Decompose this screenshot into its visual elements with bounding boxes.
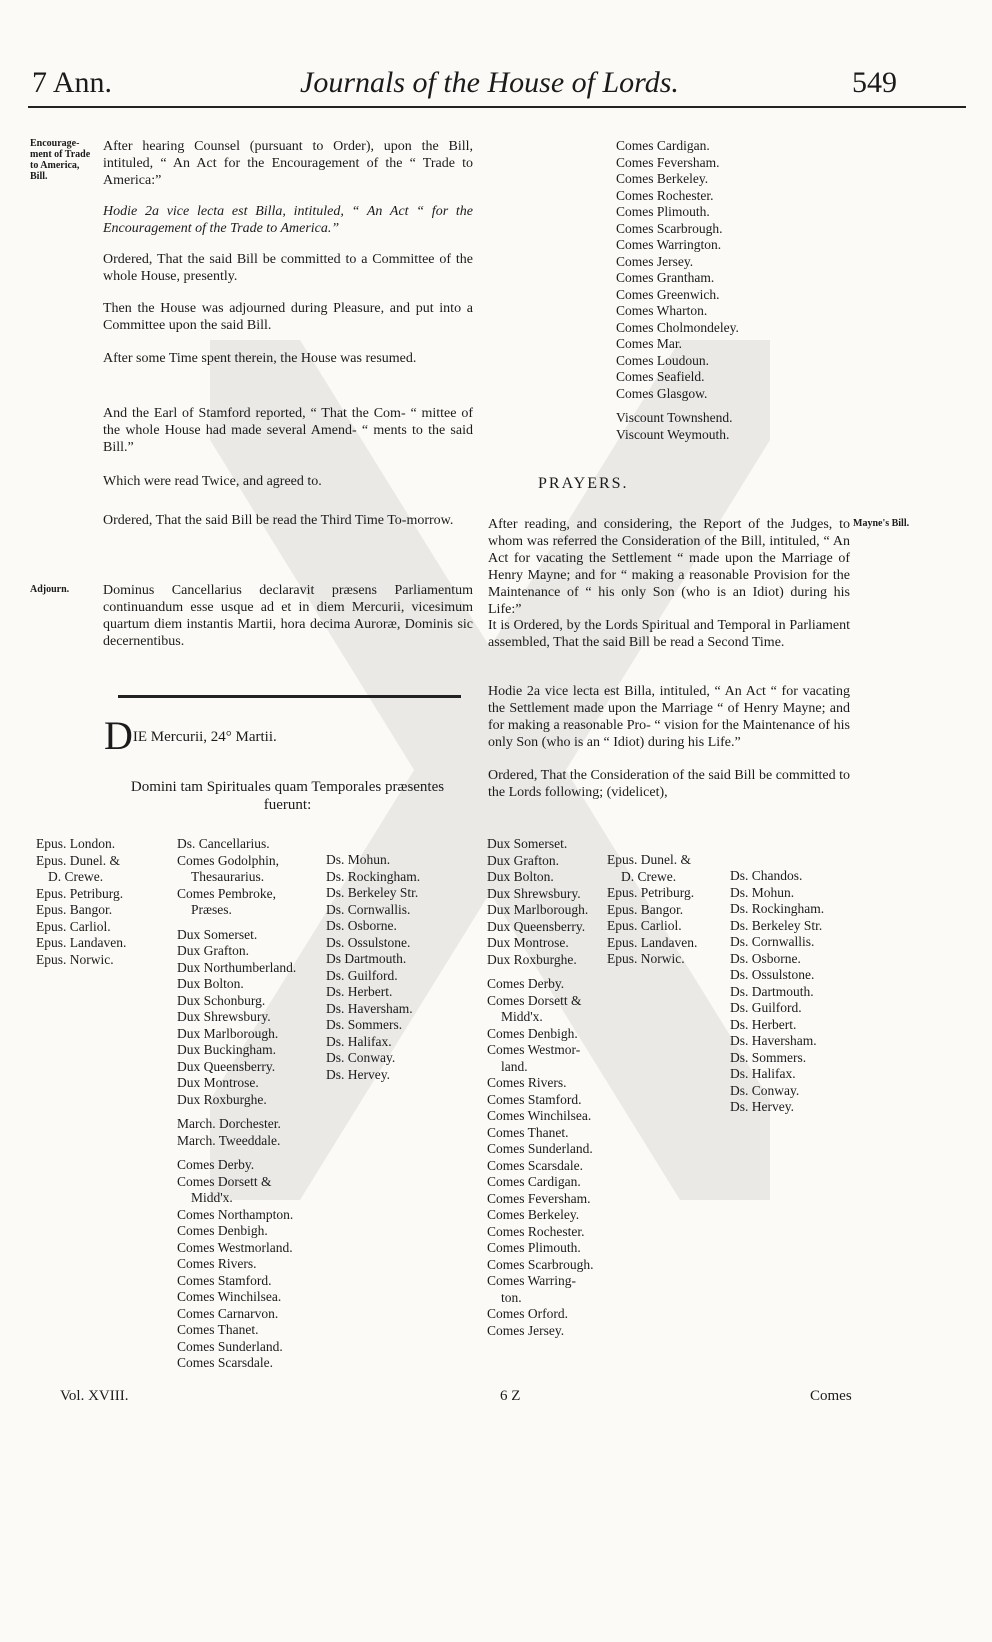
list-item: Ds. Rockingham.	[326, 868, 421, 884]
list-item: Comes Mar.	[616, 336, 682, 351]
list-item: Ds. Conway.	[326, 1050, 396, 1065]
list-item: Comes Westmor-	[487, 1042, 581, 1057]
margin-note-mayne: Mayne's Bill.	[853, 518, 910, 529]
list-item: Comes Pembroke,	[177, 885, 276, 901]
list-item: Epus. Bangor.	[607, 901, 684, 917]
list-item: Comes Winchilsea.	[487, 1108, 592, 1123]
list-item: Comes Thanet.	[177, 1322, 259, 1337]
list-item: Ds. Halifax.	[730, 1066, 796, 1081]
list-item: Ds. Hervey.	[326, 1066, 390, 1082]
list-item: Ds. Dartmouth.	[730, 983, 814, 999]
signature-mark: 6 Z	[500, 1388, 521, 1404]
list-item: Comes Scarbrough.	[487, 1256, 594, 1272]
list-spacer	[616, 402, 739, 410]
list-item: Ds. Cornwallis.	[730, 934, 815, 949]
paragraph: Hodie 2a vice lecta est Billa, intituled, “ An Act “ for the Encouragement of the Trade to America.”	[103, 204, 473, 236]
paragraph: Hodie 2a vice lecta est Billa, intituled, “ An Act “ for vacating the Settlement made upon the Marriage “ of Henry Mayne; and for making a reasonable Pro- “ vision for the Maintenance of his only Son (who is an “ Idiot) during his Life.”	[488, 684, 850, 750]
list-item: Comes Warrington.	[616, 237, 722, 252]
list-item: Ds. Herbert.	[730, 1016, 797, 1032]
paragraph: Ordered, That the said Bill be read the Third Time To-morrow.	[103, 513, 454, 528]
running-head-regnal-year: 7 Ann.	[32, 66, 113, 99]
running-head-title: Journals of the House of Lords.	[300, 66, 679, 99]
list-item: Ds. Halifax.	[326, 1033, 392, 1049]
list-item: Ds. Berkeley Str.	[730, 917, 823, 933]
paragraph: Which were read Twice, and agreed to.	[103, 474, 322, 489]
list-item: Ds. Haversham.	[326, 1000, 413, 1016]
list-item: Comes Glasgow.	[616, 385, 708, 401]
die-heading: DIE Mercurii, 24° Martii.	[104, 713, 277, 758]
committee-epus-list	[607, 852, 697, 968]
list-item: Comes Derby.	[487, 976, 565, 991]
list-item: Epus. Landaven.	[607, 934, 698, 950]
list-item: Dux Bolton.	[487, 869, 554, 884]
list-item: Ds. Mohun.	[326, 852, 391, 867]
list-item: Comes Rochester.	[616, 187, 714, 203]
list-item: Comes Stamford.	[487, 1091, 582, 1107]
list-item: D. Crewe.	[48, 869, 104, 884]
list-item: Epus. Landaven.	[36, 935, 127, 950]
list-item: Ds. Guilford.	[730, 1000, 802, 1015]
list-item: Comes Scarsdale.	[177, 1355, 273, 1370]
list-item: D. Crewe.	[621, 868, 677, 884]
list-item: Dux Buckingham.	[177, 1042, 276, 1057]
committee-dux-comes-list	[487, 836, 593, 1339]
list-item: Comes Denbigh.	[177, 1223, 268, 1238]
domini-heading: Domini tam Spirituales quam Temporales præsentes fuerunt:	[130, 779, 445, 813]
list-item: Dux Shrewsbury.	[487, 885, 581, 901]
list-item: Epus. Petriburg.	[607, 885, 695, 900]
present-main-list	[177, 836, 296, 1372]
list-item: Dux Schonburg.	[177, 992, 266, 1008]
list-item: Dux Northumberland.	[177, 959, 297, 975]
list-spacer	[177, 1108, 296, 1116]
list-item: Ds. Chandos.	[730, 868, 803, 883]
list-item: Ds. Rockingham.	[730, 901, 825, 916]
list-item: ton.	[501, 1289, 522, 1305]
list-spacer	[177, 919, 296, 927]
list-item: Ds. Conway.	[730, 1082, 800, 1098]
list-item: Ds. Sommers.	[326, 1017, 403, 1032]
prayers-heading: PRAYERS.	[538, 475, 629, 492]
list-item: Comes Thanet.	[487, 1124, 569, 1140]
catchword: Comes	[810, 1388, 852, 1404]
list-item: Comes Berkeley.	[616, 171, 709, 186]
list-item: Comes Plimouth.	[616, 204, 710, 219]
paragraph: Ordered, That the said Bill be committed to a Committee of the whole House, presently.	[103, 252, 473, 284]
list-item: Comes Cardigan.	[616, 138, 710, 153]
list-item: Dux Shrewsbury.	[177, 1009, 271, 1024]
list-item: Ds. Haversham.	[730, 1033, 817, 1048]
list-item: Comes Scarbrough.	[616, 220, 723, 236]
list-item: Comes Dorsett &	[177, 1173, 272, 1189]
list-spacer	[177, 1149, 296, 1157]
list-item: Comes Berkeley.	[487, 1207, 580, 1222]
list-item: Comes Jersey.	[487, 1322, 565, 1338]
header-rule	[28, 106, 966, 108]
list-item: Comes Feversham.	[487, 1190, 591, 1206]
paragraph: After hearing Counsel (pursuant to Order), upon the Bill, intituled, “ An Act for the Encouragement of the “ Trade to America:”	[103, 139, 473, 188]
list-item: Comes Cardigan.	[487, 1174, 581, 1189]
list-item: Epus. Bangor.	[36, 902, 113, 917]
list-item: Comes Rivers.	[177, 1256, 257, 1271]
list-item: Dux Grafton.	[177, 943, 249, 958]
list-item: Thesaurarius.	[191, 869, 265, 884]
list-item: Comes Rochester.	[487, 1223, 585, 1239]
list-item: March. Tweeddale.	[177, 1132, 281, 1148]
list-item: Ds Dartmouth.	[326, 951, 407, 966]
list-item: Dux Marlborough.	[177, 1025, 279, 1041]
list-item: Comes Winchilsea.	[177, 1289, 282, 1304]
list-item: Comes Warring-	[487, 1273, 577, 1288]
present-ds-list	[326, 852, 420, 1083]
list-item: Ds. Sommers.	[730, 1049, 807, 1065]
list-item: Viscount Weymouth.	[616, 426, 730, 442]
list-item: Comes Plimouth.	[487, 1240, 581, 1255]
list-item: Comes Dorsett &	[487, 992, 582, 1008]
list-item: Dux Somerset.	[177, 926, 258, 942]
list-item: Comes Feversham.	[616, 154, 720, 170]
list-item: Comes Seafield.	[616, 369, 705, 384]
list-item: Dux Bolton.	[177, 976, 244, 991]
margin-note-adjourn: Adjourn.	[30, 584, 70, 595]
list-item: Midd'x.	[191, 1190, 233, 1205]
list-item: Ds. Osborne.	[326, 918, 397, 933]
list-item: Ds. Berkeley Str.	[326, 885, 419, 900]
list-item: Viscount Townshend.	[616, 410, 733, 425]
list-item: March. Dorchester.	[177, 1116, 281, 1131]
list-item: Dux Somerset.	[487, 836, 568, 851]
list-item: Comes Northampton.	[177, 1206, 294, 1222]
list-item: Dux Montrose.	[487, 935, 569, 950]
list-item: Ds. Guilford.	[326, 967, 398, 983]
paragraph: After reading, and considering, the Report of the Judges, to whom was referred the Consideration of the Bill, intituled, “ An Act for vacating the Settlement “ made upon the Marriage of Henry Mayne; and for “ making a reasonable Provision for the Maintenance of “ his only Son (who is an Idiot) during his Life:”	[488, 517, 850, 617]
list-item: Epus. Norwic.	[607, 951, 685, 966]
paragraph: And the Earl of Stamford reported, “ That the Com- “ mittee of the whole House had made several Amend- “ ments to the said Bill.”	[103, 406, 473, 455]
paragraph: It is Ordered, by the Lords Spiritual and Temporal in Parliament assembled, That the said Bill be read a Second Time.	[488, 618, 850, 650]
list-item: Dux Roxburghe.	[177, 1091, 267, 1107]
list-item: Comes Stamford.	[177, 1272, 272, 1288]
list-item: Dux Grafton.	[487, 852, 559, 868]
list-item: Comes Loudoun.	[616, 352, 709, 368]
list-item: Comes Scarsdale.	[487, 1157, 583, 1173]
paragraph: Then the House was adjourned during Pleasure, and put into a Committee upon the said Bill.	[103, 301, 473, 333]
volume-number: Vol. XVIII.	[60, 1388, 129, 1404]
list-item: Epus. Dunel. &	[607, 852, 691, 867]
list-item: Comes Greenwich.	[616, 286, 720, 302]
list-item: Comes Derby.	[177, 1157, 255, 1172]
list-item: Epus. Carliol.	[607, 918, 682, 933]
list-item: Ds. Mohun.	[730, 884, 795, 900]
list-item: Epus. London.	[36, 836, 116, 851]
list-item: Comes Jersey.	[616, 253, 694, 269]
section-rule	[118, 695, 461, 698]
list-item: Ds. Ossulstone.	[326, 934, 411, 950]
list-item: Dux Montrose.	[177, 1075, 259, 1090]
list-item: Ds. Cancellarius.	[177, 836, 270, 851]
list-item: Epus. Norwic.	[36, 951, 114, 967]
list-item: Ds. Herbert.	[326, 984, 393, 999]
list-item: Dux Queensberry.	[177, 1058, 276, 1074]
page-number: 549	[852, 66, 897, 99]
list-item: Comes Denbigh.	[487, 1025, 578, 1041]
list-item: Comes Carnarvon.	[177, 1305, 279, 1321]
list-item: Comes Sunderland.	[487, 1141, 593, 1156]
list-item: Ds. Cornwallis.	[326, 901, 411, 917]
margin-note-encouragement: Encourage- ment of Trade to America, Bill.	[30, 138, 91, 182]
list-item: Midd'x.	[501, 1009, 543, 1024]
list-item: land.	[501, 1058, 528, 1074]
list-item: Præses.	[191, 902, 232, 917]
list-item: Comes Orford.	[487, 1306, 568, 1321]
list-item: Dux Queensberry.	[487, 918, 586, 934]
list-item: Ds. Osborne.	[730, 950, 801, 966]
paragraph: After some Time spent therein, the House was resumed.	[103, 351, 417, 366]
list-item: Dux Marlborough.	[487, 902, 589, 917]
list-spacer	[487, 968, 593, 976]
list-item: Comes Wharton.	[616, 303, 708, 318]
paragraph-adjourn: Dominus Cancellarius declaravit præsens Parliamentum continuandum esse usque ad et in diem Mercurii, vicesimum quartum diem instantis Martii, hora decima Auroræ, Dominis sic decernentibus.	[103, 583, 473, 649]
list-item: Comes Cholmondeley.	[616, 319, 739, 335]
present-comes-continued-list	[616, 138, 739, 443]
present-epus-list	[36, 836, 126, 968]
paragraph: Ordered, That the Consideration of the said Bill be committed to the Lords following; (videlicet),	[488, 768, 850, 800]
list-item: Epus. Dunel. &	[36, 852, 120, 868]
list-item: Dux Roxburghe.	[487, 951, 577, 967]
list-item: Comes Sunderland.	[177, 1338, 283, 1354]
list-item: Epus. Carliol.	[36, 918, 111, 934]
list-item: Epus. Petriburg.	[36, 885, 124, 901]
list-item: Comes Rivers.	[487, 1075, 567, 1090]
list-item: Ds. Hervey.	[730, 1099, 794, 1114]
list-item: Comes Godolphin,	[177, 852, 280, 868]
list-item: Ds. Ossulstone.	[730, 967, 815, 982]
list-item: Comes Westmorland.	[177, 1239, 293, 1255]
list-item: Comes Grantham.	[616, 270, 715, 285]
committee-ds-list	[730, 868, 824, 1116]
